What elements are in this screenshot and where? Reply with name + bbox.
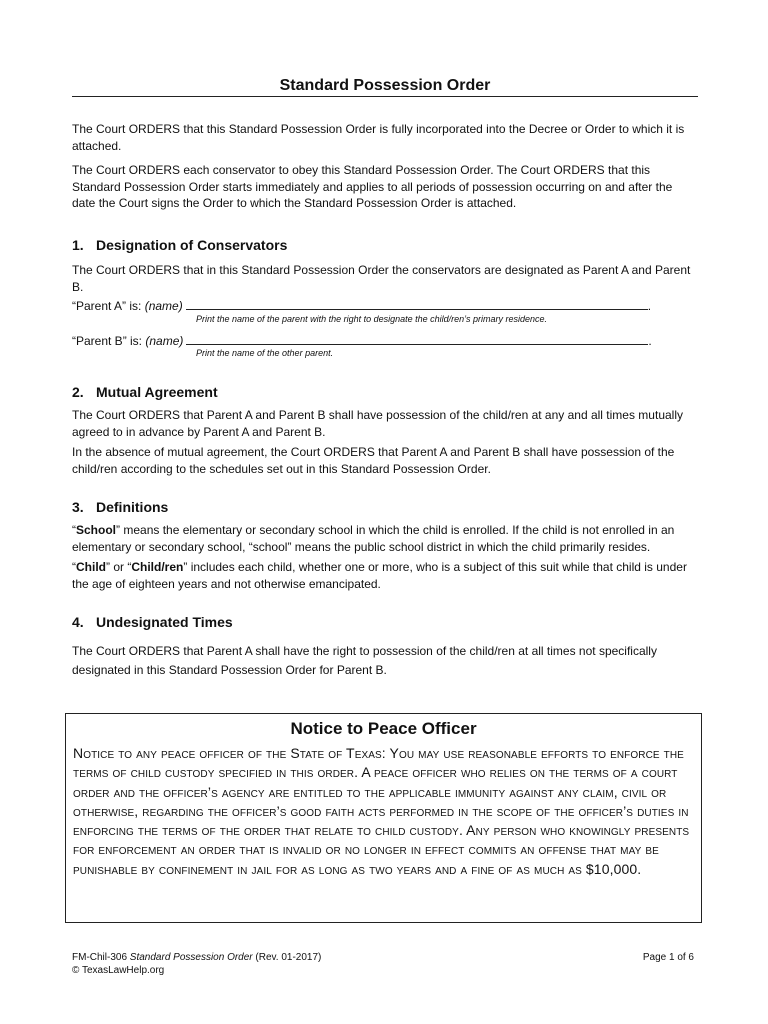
footer-form-line (72, 952, 321, 965)
definition-text: ” includes each child, whether one or more, who is a subject of this suit while that child is under the age of eighteen years and not otherwise emancipated. (72, 560, 687, 591)
section-3-heading (72, 498, 168, 516)
section-1-heading (72, 236, 287, 254)
footer-form-info (72, 952, 321, 977)
section-title: Mutual Agreement (96, 384, 218, 400)
parent-a-field (72, 298, 698, 314)
section-number: 2. (72, 384, 84, 400)
parent-b-hint: Print the name of the other parent. (196, 348, 334, 358)
page-title: Standard Possession Order (279, 77, 491, 94)
section-4-heading (72, 613, 233, 631)
quote-mark: “ (72, 560, 76, 574)
term-school: School (76, 523, 117, 537)
notice-body: Notice to any peace officer of the State of Texas: You may use reasonable efforts to enforce the terms of child custody specified in this order. A peace officer who relies on the terms of a court order and the officer’s agency are entitled to the applicable immunity against any claim, civil or otherwise, regarding the officer’s good faith acts performed in the scope of the officer’s duties in enforcing the terms of the order that relate to child custody. Any person who knowingly presents for enforcement an order that is invalid or no longer in effect commits an offense that may be punishable by confinement in jail for as long as two years and a fine of as much as $10,000. (73, 745, 690, 877)
intro-paragraph-1: The Court ORDERS that this Standard Possession Order is fully incorporated into the Decree or Order to which it is attached. (72, 122, 685, 153)
field-label: “Parent B” is: (72, 334, 146, 348)
section-4-text: The Court ORDERS that Parent A shall have the right to possession of the child/ren at all times not specifically designated in this Standard Possession Order for Parent B. (72, 644, 657, 677)
section-title: Undesignated Times (96, 614, 233, 630)
section-title: Definitions (96, 499, 169, 515)
intro-paragraph-2: The Court ORDERS each conservator to obey this Standard Possession Order. The Court ORDERS that this Standard Possession Order starts immediately and applies to all periods of possession occurring on and after the date the Court signs the Order to which the Standard Possession Order is attached. (72, 163, 673, 210)
quote-mark: “ (72, 523, 76, 537)
page-number: Page 1 of 6 (642, 952, 694, 963)
notice-title: Notice to Peace Officer (290, 719, 477, 738)
section-2-paragraph-2: In the absence of mutual agreement, the Court ORDERS that Parent A and Parent B shall have possession of the child/ren according to the schedules set out in this Standard Possession Order. (72, 445, 675, 476)
section-number: 4. (72, 614, 84, 630)
form-title: Standard Possession Order (129, 952, 253, 963)
field-end: . (648, 334, 652, 348)
form-revision: (Rev. 01-2017) (252, 952, 322, 963)
field-name-hint: (name) (144, 299, 183, 313)
peace-officer-notice-box (65, 713, 702, 923)
section-number: 1. (72, 237, 84, 253)
quote-connector: ” or “ (106, 560, 132, 574)
parent-b-field (72, 333, 698, 349)
section-title: Designation of Conservators (96, 237, 288, 253)
field-name-hint: (name) (145, 334, 184, 348)
parent-a-hint: Print the name of the parent with the right to designate the child/ren’s primary residence. (196, 314, 548, 324)
parent-a-name-input[interactable] (186, 298, 648, 310)
definition-text: ” means the elementary or secondary school in which the child is enrolled. If the child is not enrolled in an elementary or secondary school, “school” means the public school district in which the child primarily resides. (72, 523, 675, 554)
footer-copyright: © TexasLawHelp.org (72, 964, 165, 976)
term-child: Child (76, 560, 106, 574)
definition-child (72, 559, 698, 592)
field-end: . (647, 299, 652, 313)
term-child-ren: Child/ren (131, 560, 184, 574)
title-divider (72, 96, 698, 97)
section-1-text: The Court ORDERS that in this Standard Possession Order the conservators are designated as Parent A and Parent B. (72, 263, 691, 294)
form-id: FM-Chil-306 (72, 952, 130, 963)
definition-school (72, 522, 698, 555)
parent-b-name-input[interactable] (186, 333, 648, 345)
section-number: 3. (72, 499, 84, 515)
section-2-heading (72, 383, 218, 401)
field-label: “Parent A” is: (72, 299, 145, 313)
section-2-paragraph-1: The Court ORDERS that Parent A and Parent B shall have possession of the child/ren at any and all times mutually agreed to in advance by Parent A and Parent B. (72, 408, 683, 439)
